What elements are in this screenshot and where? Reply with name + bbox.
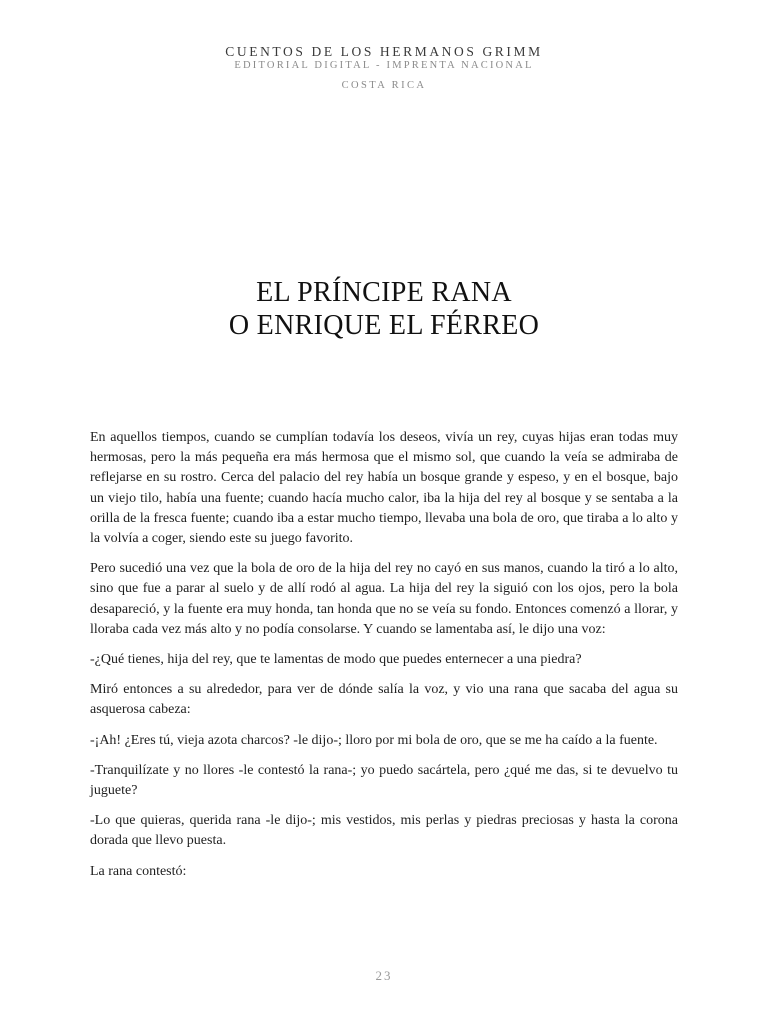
paragraph: -¿Qué tienes, hija del rey, que te lamentas de modo que puedes enternecer a una piedra? [90,652,582,668]
page-number: 23 [375,968,393,983]
publisher-line: EDITORIAL DIGITAL - IMPRENTA NACIONAL [234,60,534,71]
paragraph: -¡Ah! ¿Eres tú, vieja azota charcos? -le dijo-; lloro por mi bola de oro, que se me ha caído a la fuente. [90,732,658,748]
story-title [0,276,768,342]
country-line: COSTA RICA [341,80,427,91]
paragraph: La rana contestó: [90,863,187,879]
story-title-line-2: O ENRIQUE EL FÉRREO [228,310,540,341]
running-header [0,44,768,92]
paragraph: Pero sucedió una vez que la bola de oro de la hija del rey no cayó en sus manos, cuando la tiró a lo alto, sino que fue a parar al suelo y de allí rodó al agua. La hija del rey la siguió con los ojos, pero la bola desapareció, y la fuente era muy honda, tan honda que no se veía su fondo. Entonces comenzó a llorar, y lloraba cada vez más alto y no podía consolarse. Y cuando se lamentaba así, le dijo una voz: [90,561,678,637]
paragraph: En aquellos tiempos, cuando se cumplían todavía los deseos, vivía un rey, cuyas hijas eran todas muy hermosas, pero la más pequeña era más hermosa que el mismo sol, que cuando la veía se admiraba de reflejarse en su rostro. Cerca del palacio del rey había un bosque grande y espeso, y en el bosque, bajo un viejo tilo, había una fuente; cuando hacía mucho calor, iba la hija del rey al bosque y se sentaba a la orilla de la fresca fuente; cuando iba a estar mucho tiempo, llevaba una bola de oro, que tiraba a lo alto y la volvía a coger, siendo este su juego favorito. [90,430,678,547]
story-body [90,428,678,892]
story-title-line-1: EL PRÍNCIPE RANA [256,277,512,308]
paragraph: -Tranquilízate y no llores -le contestó la rana-; yo puedo sacártela, pero ¿qué me das, si te devuelvo tu juguete? [90,762,678,799]
paragraph: Miró entonces a su alrededor, para ver de dónde salía la voz, y vio una rana que sacaba del agua su asquerosa cabeza: [90,682,678,718]
collection-title: CUENTOS DE LOS HERMANOS GRIMM [225,44,543,59]
paragraph: -Lo que quieras, querida rana -le dijo-; mis vestidos, mis perlas y piedras preciosas y hasta la corona dorada que llevo puesta. [90,813,678,849]
